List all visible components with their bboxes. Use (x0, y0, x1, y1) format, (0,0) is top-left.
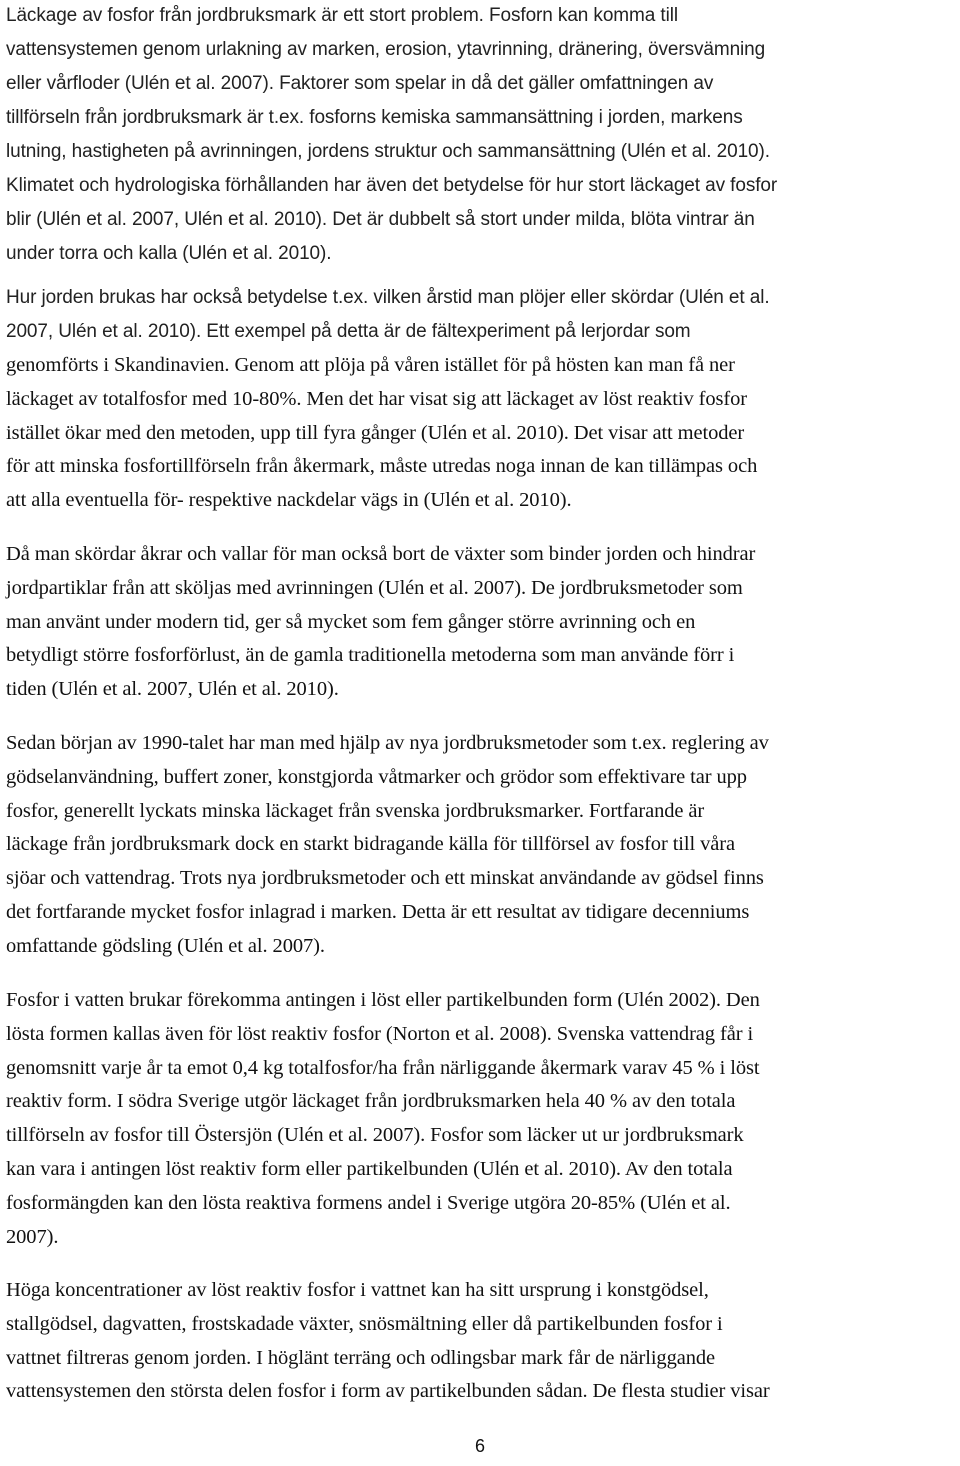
paragraph-4 (6, 727, 769, 964)
text-line: man använt under modern tid, ger så mycket som fem gånger större avrinning och en (6, 610, 696, 633)
text-line: det fortfarande mycket fosfor inlagrad i marken. Detta är ett resultat av tidigare decenniums (6, 900, 750, 923)
paragraph-2 (6, 281, 770, 518)
text-line: Då man skördar åkrar och vallar för man också bort de växter som binder jorden och hindrar (6, 543, 756, 565)
text-line: genomförts i Skandinavien. Genom att plöja på våren istället för på hösten kan man få ner (6, 354, 735, 376)
page-number: 6 (474, 1436, 485, 1456)
text-line: vattnet filtreras genom jorden. I höglänt terräng och odlingsbar mark får de närliggande (6, 1346, 716, 1369)
text-line: 2007). (6, 1225, 59, 1248)
text-line: Klimatet och hydrologiska förhållanden har även det betydelse för hur stort läckaget av fosfor (6, 175, 778, 196)
text-line: lösta formen kallas även för löst reaktiv fosfor (Norton et al. 2008). Svenska vattendrag får i (6, 1022, 754, 1045)
paragraph-1 (6, 0, 777, 271)
text-line: blir (Ulén et al. 2007, Ulén et al. 2010). Det är dubbelt så stort under milda, blöta vintrar än (6, 209, 755, 230)
paragraph-3 (6, 538, 755, 707)
text-line: Läckage av fosfor från jordbruksmark är ett stort problem. Fosforn kan komma till (6, 5, 678, 26)
text-line: sjöar och vattendrag. Trots nya jordbruksmetoder och ett minskat användande av gödsel finns (6, 867, 764, 890)
text-line: Fosfor i vatten brukar förekomma antingen i löst eller partikelbunden form (Ulén 2002). Den (6, 989, 760, 1011)
text-line: jordpartiklar från att sköljas med avrinningen (Ulén et al. 2007). De jordbruksmetoder som (6, 576, 743, 599)
text-line: tillförseln av fosfor till Östersjön (Ulén et al. 2007). Fosfor som läcker ut ur jordbruksmark (6, 1124, 744, 1147)
text-line: eller vårfloder (Ulén et al. 2007). Faktorer som spelar in då det gäller omfattningen av (6, 73, 714, 94)
text-line: under torra och kalla (Ulén et al. 2010). (6, 243, 332, 264)
text-line: fosfor, generellt lyckats minska läckaget från svenska jordbruksmarker. Fortfarande är (6, 799, 705, 822)
text-line: vattensystemen genom urlakning av marken, erosion, ytavrinning, dränering, översvämning (6, 39, 766, 60)
text-line: läckaget av totalfosfor med 10-80%. Men det har visat sig att läckaget av löst reaktiv fosfor (6, 387, 747, 410)
paragraph-5 (6, 984, 760, 1254)
text-line: tiden (Ulén et al. 2007, Ulén et al. 2010). (6, 678, 339, 701)
text-line: lutning, hastigheten på avrinningen, jordens struktur och sammansättning (Ulén et al. 2010). (6, 141, 770, 162)
text-line: Hur jorden brukas har också betydelse t.ex. vilken årstid man plöjer eller skördar (Ulén et al. (6, 287, 770, 308)
paragraph-6 (6, 1274, 770, 1409)
text-line: för att minska fosfortillförseln från åkermark, måste utredas noga innan de kan tillämpas och (6, 455, 758, 478)
text-line: att alla eventuella för- respektive nackdelar vägs in (Ulén et al. 2010). (6, 489, 572, 512)
text-line: istället ökar med den metoden, upp till fyra gånger (Ulén et al. 2010). Det visar att metoder (6, 421, 745, 444)
text-line: 2007, Ulén et al. 2010). Ett exempel på detta är de fältexperiment på lerjordar som (6, 321, 691, 342)
text-line: fosformängden kan den lösta reaktiva formens andel i Sverige utgöra 20-85% (Ulén et al. (6, 1191, 731, 1214)
text-line: läckage från jordbruksmark dock en starkt bidragande källa för tillförsel av fosfor till våra (6, 833, 735, 856)
text-line: reaktiv form. I södra Sverige utgör läckaget från jordbruksmarken hela 40 % av den totala (6, 1090, 736, 1113)
text-line: tillförseln från jordbruksmark är t.ex. fosforns kemiska sammansättning i jorden, markens (6, 107, 743, 128)
text-line: stallgödsel, dagvatten, frostskadade växter, snösmältning eller då partikelbunden fosfor i (6, 1312, 723, 1335)
text-line: Höga koncentrationer av löst reaktiv fosfor i vattnet kan ha sitt ursprung i konstgödsel, (6, 1279, 709, 1301)
text-line: vattensystemen den största delen fosfor i form av partikelbunden sådan. De flesta studier visar (6, 1380, 770, 1403)
text-line: Sedan början av 1990-talet har man med hjälp av nya jordbruksmetoder som t.ex. reglering av (6, 732, 769, 754)
text-line: betydligt större fosforförlust, än de gamla traditionella metoderna som man använde förr i (6, 644, 735, 667)
text-line: gödselanvändning, buffert zoner, konstgjorda våtmarker och grödor som effektivare tar upp (6, 765, 747, 788)
text-line: kan vara i antingen löst reaktiv form eller partikelbunden (Ulén et al. 2010). Av den totala (6, 1157, 733, 1180)
text-line: genomsnitt varje år ta emot 0,4 kg totalfosfor/ha från närliggande åkermark varav 45 % i löst (6, 1056, 760, 1079)
text-line: omfattande gödsling (Ulén et al. 2007). (6, 934, 325, 957)
